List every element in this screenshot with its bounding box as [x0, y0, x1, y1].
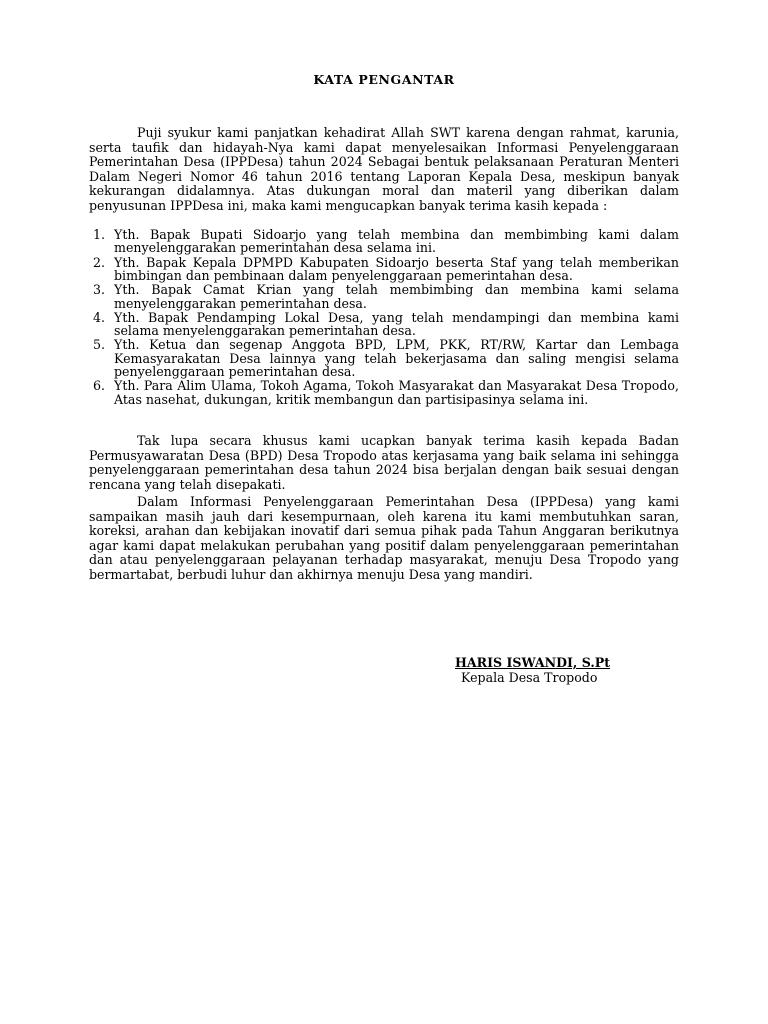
list-item-text: Yth. Ketua dan segenap Anggota BPD, LPM, PKK, RT/RW, Kartar dan Lembaga Kemasyarakatan Desa lainnya yang telah bekerjasama dan saling mengisi selama penyelenggaraan pemerintahan desa.	[114, 337, 679, 380]
list-item-number: 6.	[93, 378, 106, 394]
signature-block	[455, 656, 615, 685]
list-item-text: Yth. Bapak Camat Krian yang telah membimbing dan membina kami selama menyelenggarakan pemerintahan desa.	[114, 282, 679, 311]
list-item	[89, 379, 679, 406]
list-item-text: Yth. Bapak Kepala DPMPD Kabupaten Sidoarjo beserta Staf yang telah memberikan bimbingan dan pembinaan dalam penyelenggaraan pemerintahan desa.	[114, 254, 679, 284]
list-item-number: 2.	[93, 254, 106, 270]
list-item-text: Yth. Bapak Pendamping Lokal Desa, yang telah mendampingi dan membina kami selama menyelenggarakan pemerintahan desa.	[114, 309, 679, 339]
list-item	[89, 338, 679, 378]
signatory-position: Kepala Desa Tropodo	[461, 669, 598, 685]
thanks-list	[89, 228, 679, 407]
list-item	[89, 283, 679, 310]
list-item-number: 5.	[93, 337, 106, 353]
list-item-number: 4.	[93, 309, 106, 325]
list-item	[89, 228, 679, 255]
page-title: KATA PENGANTAR	[313, 72, 455, 87]
list-item-text: Yth. Bapak Bupati Sidoarjo yang telah membina dan membimbing kami dalam menyelenggarakan pemerintahan desa selama ini.	[114, 227, 679, 256]
list-item	[89, 256, 679, 283]
list-item-number: 3.	[93, 282, 106, 298]
list-item-number: 1.	[93, 227, 106, 242]
list-item-text: Yth. Para Alim Ulama, Tokoh Agama, Tokoh Masyarakat dan Masyarakat Desa Tropodo, Atas nasehat, dukungan, kritik membangun dan partisipasinya selama ini.	[114, 378, 679, 407]
list-item	[89, 311, 679, 338]
signatory-name: HARIS ISWANDI, S.Pt	[455, 655, 611, 670]
thanks-bpd-paragraph: Tak lupa secara khusus kami ucapkan banyak terima kasih kepada Badan Permusyawaratan Desa (BPD) Desa Tropodo atas kerjasama yang baik selama ini sehingga penyelenggaraan pemerintahan desa tahun 2024 bisa berjalan dengan baik sesuai dengan rencana yang telah disepakati.	[89, 433, 679, 492]
closing-paragraph: Dalam Informasi Penyelenggaraan Pemerintahan Desa (IPPDesa) yang kami sampaikan masih jauh dari kesempurnaan, oleh karena itu kami membutuhkan saran, koreksi, arahan dan kebijakan inovatif dari semua pihak pada Tahun Anggaran berikutnya agar kami dapat melakukan perubahan yang positif dalam penyelenggaraan pemerintahan dan atau penyelenggaraan pelayanan terhadap masyarakat, menuju Desa Tropodo yang bermartabat, berbudi luhur dan akhirnya menuju Desa yang mandiri.	[89, 494, 679, 582]
intro-paragraph: Puji syukur kami panjatkan kehadirat Allah SWT karena dengan rahmat, karunia, serta taufik dan hidayah-Nya kami dapat menyelesaikan Informasi Penyelenggaraan Pemerintahan Desa (IPPDesa) tahun 2024 Sebagai bentuk pelaksanaan Peraturan Menteri Dalam Negeri Nomor 46 tahun 2016 tentang Laporan Kepala Desa, meskipun banyak kekurangan didalamnya. Atas dukungan moral dan materil yang diberikan dalam penyusunan IPPDesa ini, maka kami mengucapkan banyak terima kasih kepada :	[89, 125, 679, 213]
